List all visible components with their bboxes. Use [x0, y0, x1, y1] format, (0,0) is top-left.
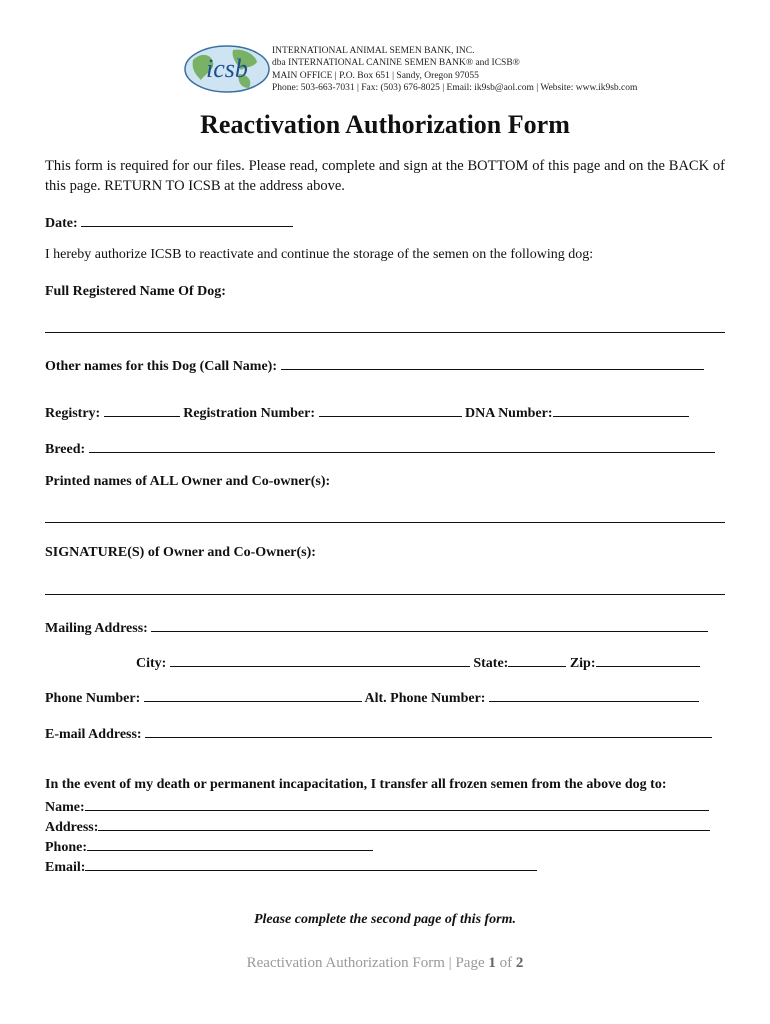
letterhead — [272, 45, 637, 95]
alt-phone-field[interactable] — [489, 687, 699, 702]
other-names-field[interactable] — [281, 355, 704, 370]
phone-label: Phone Number: — [45, 691, 141, 706]
dna-number-label: DNA Number: — [465, 406, 553, 421]
transfer-address-label: Address: — [45, 820, 99, 835]
city-field[interactable] — [170, 652, 470, 667]
intro-paragraph: This form is required for our files. Please read, complete and sign at the BOTTOM of this page and on the BACK of this page. RETURN TO ICSB at the address above. — [45, 158, 725, 194]
registration-number-label: Registration Number: — [183, 406, 316, 421]
owners-label: Printed names of ALL Owner and Co-owner(s): — [45, 474, 331, 489]
icsb-logo — [183, 44, 271, 94]
full-name-field[interactable] — [45, 332, 725, 333]
state-label: State: — [473, 656, 509, 671]
transfer-address-field[interactable] — [98, 816, 710, 831]
breed-row — [45, 438, 715, 458]
signatures-label: SIGNATURE(S) of Owner and Co-Owner(s): — [45, 545, 316, 560]
transfer-name-label: Name: — [45, 800, 85, 815]
transfer-name-field[interactable] — [85, 796, 709, 811]
transfer-email-row — [45, 856, 537, 876]
registry-label: Registry: — [45, 406, 101, 421]
mailing-field[interactable] — [151, 617, 708, 632]
alt-phone-label: Alt. Phone Number: — [364, 691, 486, 706]
transfer-email-field[interactable] — [85, 856, 537, 871]
letterhead-company: INTERNATIONAL ANIMAL SEMEN BANK, INC. — [272, 46, 475, 56]
other-names-label: Other names for this Dog (Call Name): — [45, 359, 278, 374]
transfer-phone-field[interactable] — [87, 836, 373, 851]
date-field[interactable] — [81, 212, 293, 227]
footer-of: of — [495, 955, 516, 971]
date-row — [45, 212, 293, 232]
dna-number-field[interactable] — [553, 402, 689, 417]
second-page-note: Please complete the second page of this form. — [253, 912, 517, 927]
breed-label: Breed: — [45, 442, 86, 457]
city-state-zip-row — [136, 652, 700, 672]
phone-field[interactable] — [144, 687, 362, 702]
letterhead-dba: dba INTERNATIONAL CANINE SEMEN BANK® and ICSB® — [272, 58, 520, 69]
transfer-address-row — [45, 816, 710, 836]
city-label: City: — [136, 656, 167, 671]
footer-page-total: 2 — [515, 955, 524, 971]
page-footer — [0, 955, 770, 972]
registration-number-field[interactable] — [319, 402, 462, 417]
logo-text: icsb — [206, 54, 248, 83]
phone-row — [45, 687, 699, 707]
footer-page-number: 1 — [488, 955, 496, 971]
owners-field[interactable] — [45, 522, 725, 523]
authorize-statement: I hereby authorize ICSB to reactivate and continue the storage of the semen on the following dog: — [45, 247, 594, 262]
transfer-email-label: Email: — [45, 860, 86, 875]
date-label: Date: — [45, 216, 78, 231]
registry-field[interactable] — [104, 402, 180, 417]
signatures-field[interactable] — [45, 594, 725, 595]
zip-field[interactable] — [596, 652, 700, 667]
transfer-phone-row — [45, 836, 373, 856]
transfer-phone-label: Phone: — [45, 840, 87, 855]
letterhead-contact: Phone: 503-663-7031 | Fax: (503) 676-8025 | Email: ik9sb@aol.com | Website: www.ik9sb.com — [272, 83, 638, 94]
mailing-row — [45, 617, 708, 637]
breed-field[interactable] — [89, 438, 715, 453]
transfer-name-row — [45, 796, 709, 816]
email-row — [45, 723, 712, 743]
email-field[interactable] — [145, 723, 712, 738]
transfer-statement: In the event of my death or permanent incapacitation, I transfer all frozen semen from the above dog to: — [45, 777, 667, 792]
full-name-label: Full Registered Name Of Dog: — [45, 284, 226, 299]
other-names-row — [45, 355, 704, 375]
footer-text: Reactivation Authorization Form | Page — [246, 955, 489, 971]
zip-label: Zip: — [569, 656, 596, 671]
registry-row — [45, 402, 689, 422]
form-title: Reactivation Authorization Form — [200, 110, 570, 139]
letterhead-office: MAIN OFFICE | P.O. Box 651 | Sandy, Oregon 97055 — [272, 70, 479, 81]
mailing-label: Mailing Address: — [45, 621, 148, 636]
state-field[interactable] — [508, 652, 566, 667]
email-label: E-mail Address: — [45, 727, 142, 742]
